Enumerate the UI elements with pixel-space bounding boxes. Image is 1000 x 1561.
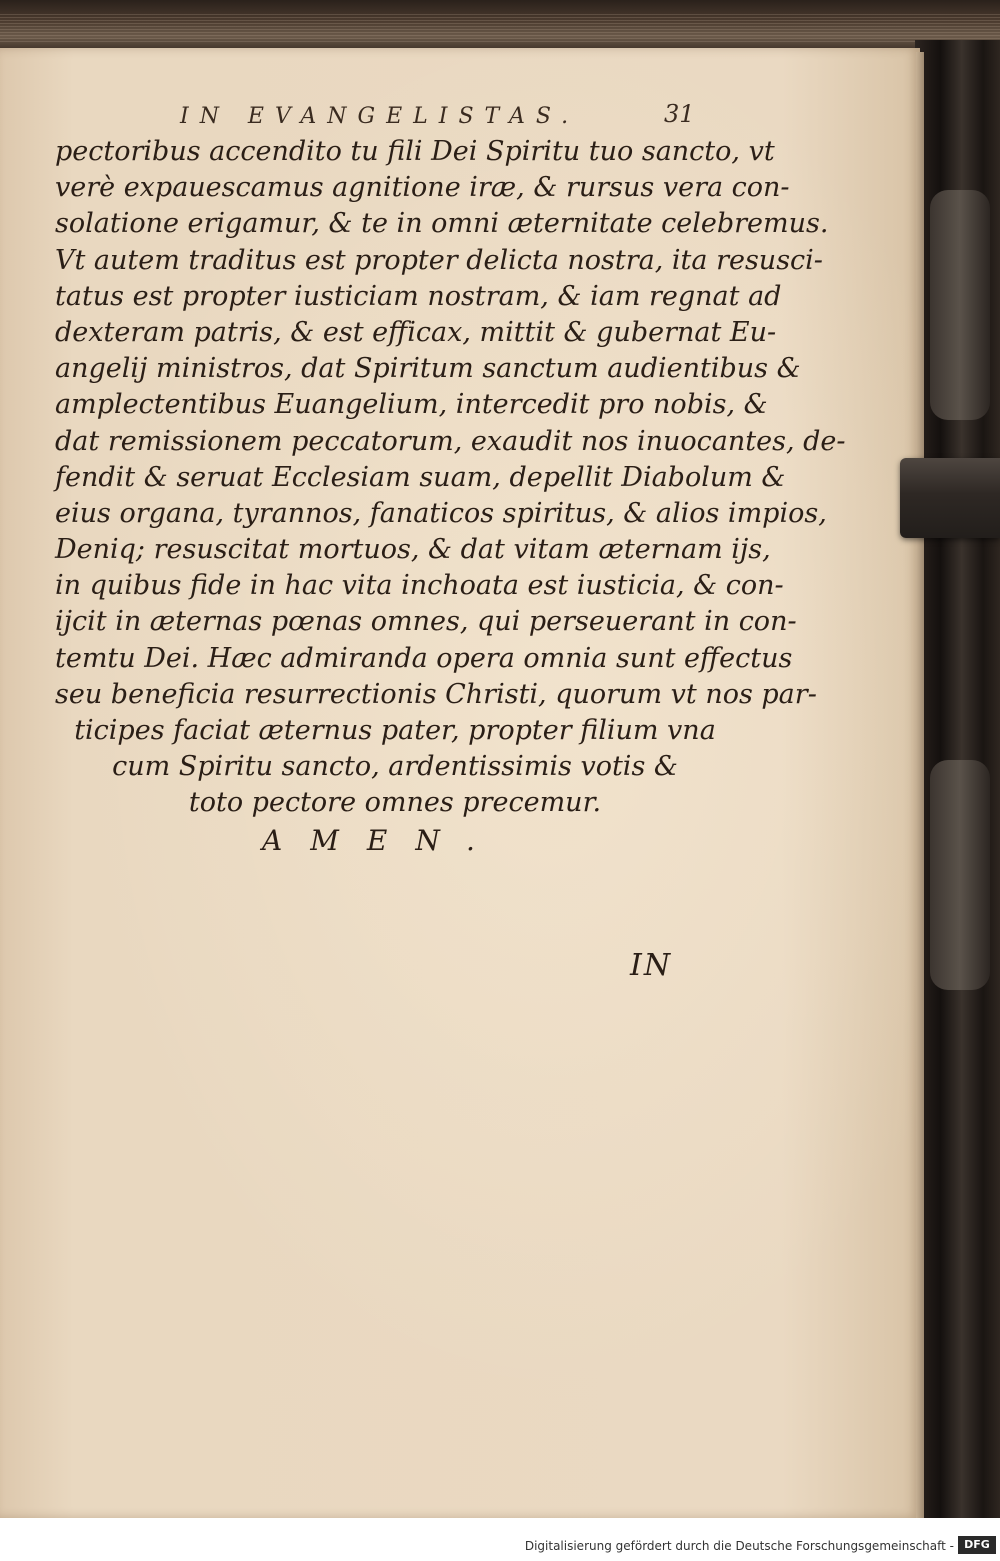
text-line: angelij ministros, dat Spiritum sanctum audientibus & [55, 353, 801, 385]
text-line: pectoribus accendito tu fili Dei Spiritu tuo sancto, vt [55, 136, 775, 167]
catchword: IN [630, 948, 673, 983]
text-line: amplectentibus Euangelium, intercedit pro nobis, & [55, 389, 768, 421]
running-head: IN EVANGELISTAS. [180, 104, 580, 129]
text-line-centered: cum Spiritu sancto, ardentissimis votis & [112, 751, 678, 783]
body-text [55, 134, 846, 822]
footer-credit: Digitalisierung gefördert durch die Deutsche Forschungsgemeinschaft - [524, 1539, 954, 1553]
text-line: Vt autem traditus est propter delicta nostra, ita resusci- [55, 244, 823, 276]
page-number: 31 [664, 100, 695, 128]
text-line-centered: ticipes faciat æternus pater, propter filium vna [74, 715, 716, 746]
dfg-logo-icon [958, 1536, 996, 1554]
text-line: eius organa, tyrannos, fanaticos spiritus, & alios impios, [55, 497, 827, 529]
text-line-centered: toto pectore omnes precemur. [188, 787, 602, 819]
text-line: temtu Dei. Hæc admiranda opera omnia sunt effectus [55, 642, 793, 674]
text-line: fendit & seruat Ecclesiam suam, depellit Diabolum & [55, 461, 786, 493]
book-spine [915, 40, 1000, 1561]
text-line: tatus est propter iusticiam nostram, & iam regnat ad [55, 280, 782, 312]
dfg-logo-text: DFG [964, 1538, 990, 1551]
text-line: seu beneficia resurrectionis Christi, quorum vt nos par- [55, 678, 817, 710]
text-line: dexteram patris, & est efficax, mittit & gubernat Eu- [55, 316, 777, 348]
text-line: Deniq; resuscitat mortuos, & dat vitam æternam ijs, [55, 534, 771, 566]
page-edge [916, 52, 924, 1518]
text-line: ijcit in æternas pœnas omnes, qui perseuerant in con- [55, 606, 797, 638]
book-clasp [900, 458, 1000, 538]
amen-closing: AMEN. [262, 824, 503, 857]
text-line: dat remissionem peccatorum, exaudit nos inuocantes, de- [55, 425, 846, 457]
spine-band [930, 760, 990, 990]
text-line: in quibus fide in hac vita inchoata est iusticia, & con- [55, 570, 784, 602]
spine-band [930, 190, 990, 420]
book-top-edge [0, 0, 1000, 52]
text-line: solatione erigamur, & te in omni æternitate celebremus. [55, 208, 829, 240]
text-line: verè expauescamus agnitione iræ, & rursus vera con- [55, 172, 790, 204]
